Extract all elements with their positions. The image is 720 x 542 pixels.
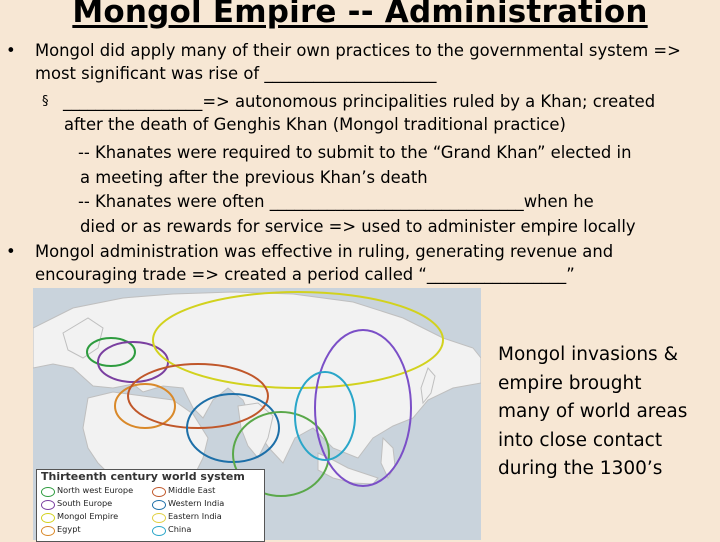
bullet-1-line-1: Mongol did apply many of their own practices to the governmental system => [35,41,681,60]
legend-item: Eastern India [168,511,222,521]
legend-title: Thirteenth century world system [41,470,245,483]
ellipse-outline-icon [41,526,55,536]
caption-line: empire brought [498,372,642,394]
legend-item: Egypt [57,524,81,534]
ellipse-outline-icon [152,513,166,523]
detail-line-3: -- Khanates were often _______________________________when he [78,192,594,212]
ellipse-outline-icon [41,487,55,497]
sub-bullet-icon: § [42,94,49,109]
ellipse-outline-icon [41,500,55,510]
ellipse-outline-icon [152,500,166,510]
map-caption [498,341,713,484]
bullet-2 [6,241,614,286]
caption-line: during the 1300’s [498,458,663,479]
legend-item: North west Europe [57,485,134,495]
detail-line-2: a meeting after the previous Khan’s death [80,167,428,187]
bullet-1-line-2: most significant was rise of _____________________ [35,63,437,83]
legend-item: Western India [168,498,225,508]
map-legend [36,469,265,542]
sub-bullet-line-2: after the death of Genghis Khan (Mongol traditional practice) [64,114,566,134]
legend-item: Middle East [168,485,216,495]
caption-line: into close contact [498,429,663,451]
ellipse-outline-icon [41,513,55,523]
legend-item: South Europe [57,498,113,508]
ellipse-outline-icon [152,487,166,497]
detail-line-4: died or as rewards for service => used to administer empire locally [80,216,636,236]
bullet-1 [6,40,681,85]
bullet-dot-icon: • [6,41,16,60]
slide-title: Mongol Empire -- Administration [72,0,648,30]
bullet-2-line-2: encouraging trade => created a period called “_________________” [35,264,575,284]
ellipse-outline-icon [152,526,166,536]
bullet-2-line-1: Mongol administration was effective in ruling, generating revenue and [35,242,614,261]
legend-item: Mongol Empire [57,511,119,521]
sub-bullet-khanates [42,91,656,136]
caption-line: many of world areas [498,401,688,422]
khanate-details [78,141,636,239]
detail-line-1: -- Khanates were required to submit to the “Grand Khan” elected in [78,143,632,162]
bullet-dot-icon: • [6,242,16,261]
caption-line: Mongol invasions & [498,344,679,365]
legend-item: China [168,524,192,534]
sub-bullet-line-1: _________________=> autonomous principalities ruled by a Khan; created [63,92,656,111]
